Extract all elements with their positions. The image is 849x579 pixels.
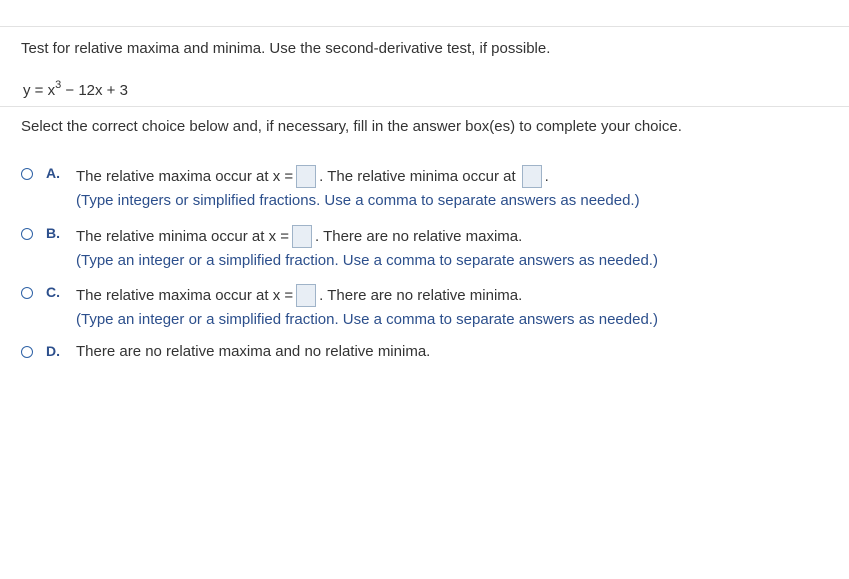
choice-a-maxima-answer-box[interactable] (296, 165, 316, 188)
choice-b-text-2: . There are no relative maxima. (315, 227, 523, 245)
choice-b-hint: (Type an integer or a simplified fraction. Use a comma to separate answers as needed.) (76, 252, 658, 269)
equation-suffix: − 12x + 3 (61, 82, 128, 99)
equation-exponent: 3 (55, 79, 62, 91)
choice-b-letter: B. (46, 225, 60, 241)
choice-a-text-3: . (544, 167, 549, 185)
choice-b-minima-answer-box[interactable] (292, 225, 312, 248)
choice-c-maxima-answer-box[interactable] (296, 284, 316, 307)
top-divider (0, 26, 849, 27)
choice-a-text-2: . The relative minima occur at (319, 167, 516, 185)
choice-b-line (76, 223, 522, 249)
choice-a-line (76, 163, 549, 189)
equation-divider (0, 106, 849, 107)
choice-b-radio[interactable] (21, 228, 33, 240)
choice-c-line (76, 282, 522, 308)
choice-b-text-1: The relative minima occur at x = (76, 227, 289, 245)
choice-c-hint: (Type an integer or a simplified fraction. Use a comma to separate answers as needed.) (76, 311, 658, 328)
equation-prefix: y = x (23, 82, 56, 99)
choice-c-radio[interactable] (21, 287, 33, 299)
choice-prompt: Select the correct choice below and, if necessary, fill in the answer box(es) to complete your choice. (21, 118, 682, 135)
choice-d-text-1: There are no relative maxima and no relative minima. (76, 343, 431, 360)
choice-c-text-2: . There are no relative minima. (319, 286, 523, 304)
choice-d-line (76, 343, 430, 360)
choice-d-letter: D. (46, 343, 60, 359)
choice-a-radio[interactable] (21, 168, 33, 180)
choice-c-text-1: The relative maxima occur at x = (76, 286, 294, 304)
choice-a-minima-answer-box[interactable] (522, 165, 542, 188)
question-instruction: Test for relative maxima and minima. Use the second-derivative test, if possible. (21, 40, 551, 57)
choice-d-radio[interactable] (21, 346, 33, 358)
choice-a-letter: A. (46, 165, 60, 181)
choice-a-text-1: The relative maxima occur at x = (76, 167, 294, 185)
choice-c-letter: C. (46, 284, 60, 300)
choice-a-hint: (Type integers or simplified fractions. Use a comma to separate answers as needed.) (76, 192, 640, 209)
equation (23, 80, 128, 99)
